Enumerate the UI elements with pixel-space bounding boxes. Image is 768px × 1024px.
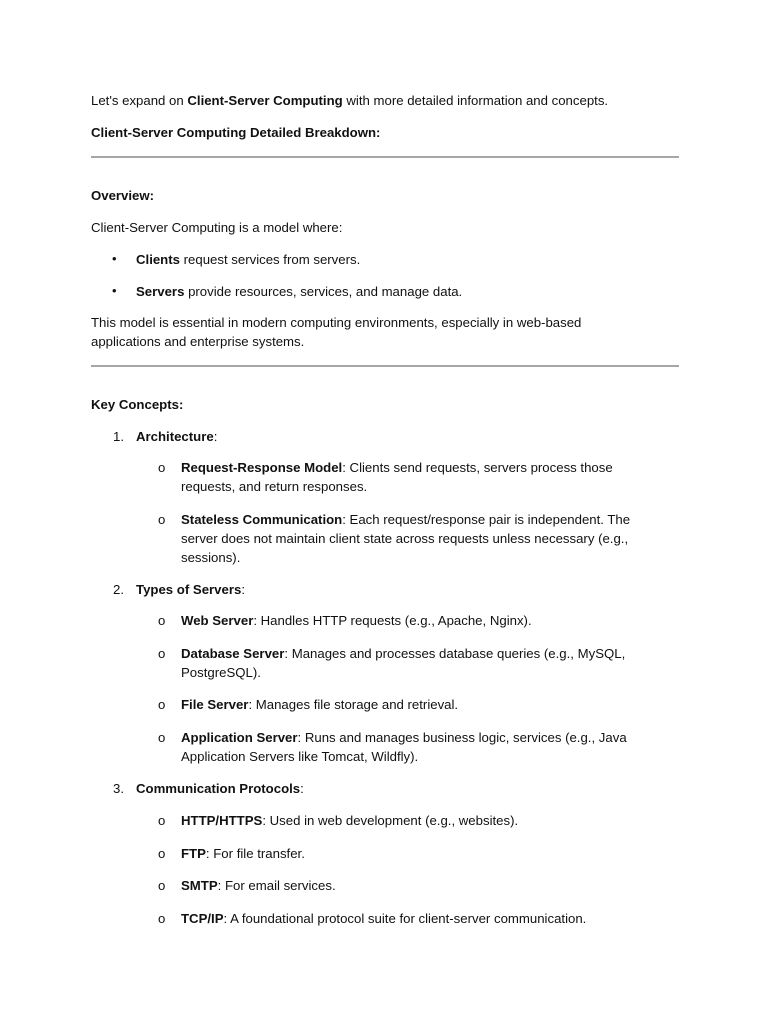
key-concepts-title-text: Key Concepts: [91,397,184,412]
overview-title-text: Overview: [91,188,155,203]
bullet-description: request services from servers. [179,252,361,267]
bullet-description: provide resources, services, and manage data. [184,284,463,299]
sub-description: : Manages and processes database queries (e.g., MySQL, PostgreSQL). [181,646,626,680]
item-term: Types of Servers [136,582,242,597]
sub-item [181,811,661,830]
sub-item [181,695,661,714]
sub-bullet-marker: o [158,878,166,893]
overview-closing: This model is essential in modern computing environments, especially in web-based applications and enterprise systems. [91,315,582,349]
bullet-marker: • [112,251,117,266]
sub-item [181,458,651,496]
bullet-term: Servers [136,284,185,299]
sub-item [181,876,661,895]
sub-term: File Server [181,697,249,712]
item-colon: : [300,781,304,796]
sub-term: HTTP/HTTPS [181,813,263,828]
sub-bullet-marker: o [158,697,166,712]
sub-term: TCP/IP [181,911,224,926]
sub-description: : Manages file storage and retrieval. [248,697,459,712]
sub-description: : Clients send requests, servers process those requests, and return responses. [181,460,613,494]
intro-prefix: Let's expand on [91,93,188,108]
sub-term: SMTP [181,878,218,893]
page-heading-text: Client-Server Computing Detailed Breakdown: [91,125,381,140]
bullet-term: Clients [136,252,180,267]
divider [91,156,679,158]
overview-lead: Client-Server Computing is a model where: [91,220,343,235]
intro-bold: Client-Server Computing [187,93,343,108]
sub-bullet-marker: o [158,512,166,527]
sub-bullet-marker: o [158,646,166,661]
item-number: 3. [113,781,124,796]
bullet-text [136,250,360,269]
sub-term: Web Server [181,613,254,628]
sub-description: : Each request/response pair is independent. The server does not maintain client state across requests unless necessary (e.g., sessions). [181,512,631,565]
sub-description: : Handles HTTP requests (e.g., Apache, Nginx). [253,613,532,628]
overview-title [91,186,154,205]
bullet-text [136,282,462,301]
item-heading [136,580,245,599]
sub-item [181,611,661,630]
sub-bullet-marker: o [158,846,166,861]
sub-term: Application Server [181,730,298,745]
sub-bullet-marker: o [158,813,166,828]
item-heading [136,427,217,446]
sub-bullet-marker: o [158,460,166,475]
sub-item [181,644,656,682]
sub-term: Stateless Communication [181,512,343,527]
item-colon: : [241,582,245,597]
sub-description: : Used in web development (e.g., websites). [262,813,519,828]
page-heading [91,123,380,142]
sub-item [181,844,661,863]
sub-description: : For email services. [217,878,336,893]
sub-bullet-marker: o [158,613,166,628]
sub-description: : A foundational protocol suite for client-server communication. [223,911,587,926]
item-colon: : [213,429,218,444]
item-term: Architecture [136,429,214,444]
sub-bullet-marker: o [158,911,166,926]
sub-description: : Runs and manages business logic, services (e.g., Java Application Servers like Tomcat, Wildfly). [181,730,627,764]
sub-item [181,909,671,928]
sub-term: Database Server [181,646,285,661]
bullet-marker: • [112,283,117,298]
item-heading [136,779,304,798]
intro-line [91,91,608,110]
sub-item [181,510,661,567]
sub-term: Request-Response Model [181,460,343,475]
sub-item [181,728,661,766]
item-term: Communication Protocols [136,781,301,796]
key-concepts-title [91,395,183,414]
item-number: 2. [113,582,124,597]
intro-suffix: with more detailed information and concepts. [342,93,609,108]
sub-description: : For file transfer. [205,846,305,861]
sub-bullet-marker: o [158,730,166,745]
divider [91,365,679,367]
sub-term: FTP [181,846,206,861]
item-number: 1. [113,429,124,444]
